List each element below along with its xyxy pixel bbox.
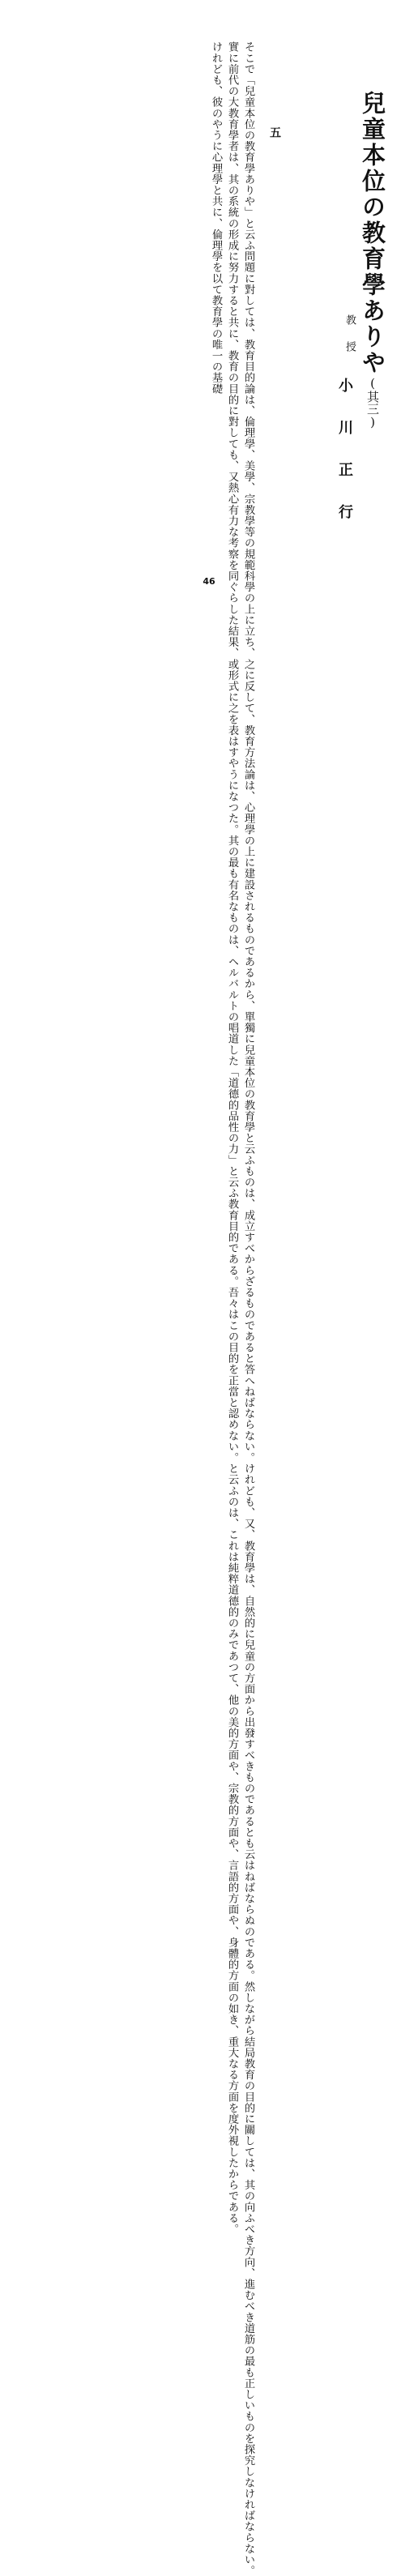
title-part-label: (其三)	[365, 376, 380, 429]
paragraph-2: 實に前代の大教育學者は、其の系統の形成に努力すると共に、教育の目的に對しても、又熱心有力な考察を同ぐらした結果、或形式に之を表はすやうになつた。其の最も有名なものは、ヘルバルトの唱道した「道德的品性の力」と云ふ教育目的である。吾々はこの目的を正當と認めない。と云ふのは、これは純粹道德的のみであつて、他の美的方面や、宗教的方面や、言語的方面や、身體的方面の如き、重大なる方面を度外視したからである。	[226, 41, 238, 2235]
author-name: 小川正行	[336, 378, 353, 546]
article-title	[360, 91, 384, 429]
section-number: 五	[268, 126, 281, 138]
paragraph-1: そこで「兒童本位の教育學ありや」と云ふ問題に對しては、教育目的論は、倫理學、美學、宗教學等の規範科學の上に立ち、之に反して、教育方法論は、心理學の上に建設されるものであるから、單獨に兒童本位の教育學と云ふものは、成立すべからざるものであると答へねばならない。けれども、又、教育學は、自然的に兒童の方面から出發すべきものであるとも云はねばならぬのである。然しながら結局教育の目的に關しては、其の向ふべき方向、進むべき道筋の最も正しいものを探究しなければならない。	[242, 41, 254, 2576]
author-role: 教授	[343, 314, 356, 368]
page-number: 46	[203, 576, 215, 587]
paragraph-3: けれども、彼のやうに心理學と共に、倫理學を以て教育學の唯一の基礎	[210, 41, 222, 395]
title-text: 兒童本位の教育學ありや	[359, 91, 386, 376]
